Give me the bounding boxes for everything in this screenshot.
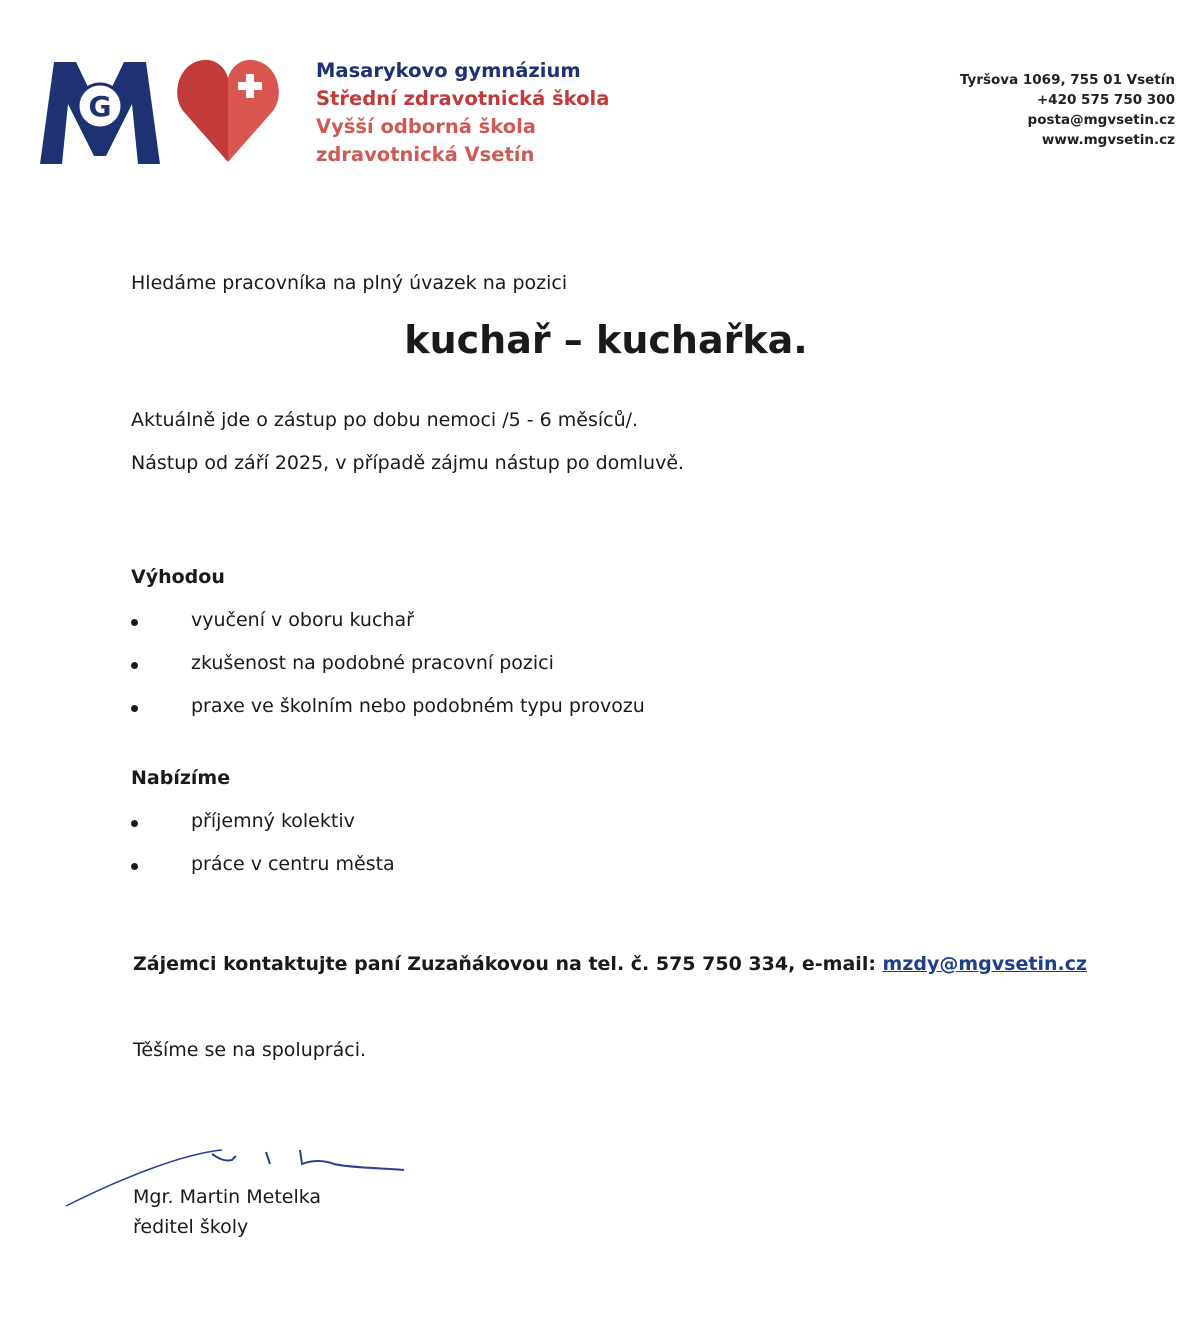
intro-text: Hledáme pracovníka na plný úvazek na pozici bbox=[131, 272, 568, 294]
school-name-nursing: Střední zdravotnická škola bbox=[316, 87, 610, 110]
contact-email-link[interactable]: mzdy@mgvsetin.cz bbox=[882, 953, 1088, 975]
signer-name: Mgr. Martin Metelka bbox=[133, 1186, 322, 1208]
start-date-note: Nástup od září 2025, v případě zájmu nástup po domluvě. bbox=[131, 452, 685, 474]
header-contact bbox=[960, 70, 1175, 150]
address: Tyršova 1069, 755 01 Vsetín bbox=[959, 72, 1175, 88]
closing-text: Těšíme se na spolupráci. bbox=[133, 1039, 367, 1061]
contact-text: Zájemci kontaktujte paní Zuzaňákovou na tel. č. 575 750 334, e-mail: bbox=[133, 953, 883, 975]
advantage-heading: Výhodou bbox=[131, 566, 225, 588]
svg-text:G: G bbox=[88, 90, 112, 123]
substitution-note: Aktuálně jde o zástup po dobu nemoci /5 - 6 měsíců/. bbox=[131, 409, 639, 431]
signer-role: ředitel školy bbox=[133, 1216, 249, 1238]
email[interactable]: posta@mgvsetin.cz bbox=[1027, 112, 1175, 128]
signer bbox=[133, 1182, 321, 1242]
school-name-college-city: zdravotnická Vsetín bbox=[316, 143, 535, 166]
job-title: kuchař – kuchařka. bbox=[404, 318, 808, 362]
heart-cross-logo bbox=[176, 56, 280, 164]
phone: +420 575 750 300 bbox=[1036, 92, 1175, 108]
website[interactable]: www.mgvsetin.cz bbox=[1041, 132, 1175, 148]
school-names bbox=[316, 57, 609, 169]
offer-heading: Nabízíme bbox=[131, 767, 231, 789]
contact-line bbox=[133, 953, 1087, 975]
school-name-college: Vyšší odborná škola bbox=[316, 115, 536, 138]
school-logo-m bbox=[40, 60, 160, 164]
school-name-gymnasium: Masarykovo gymnázium bbox=[316, 59, 581, 82]
